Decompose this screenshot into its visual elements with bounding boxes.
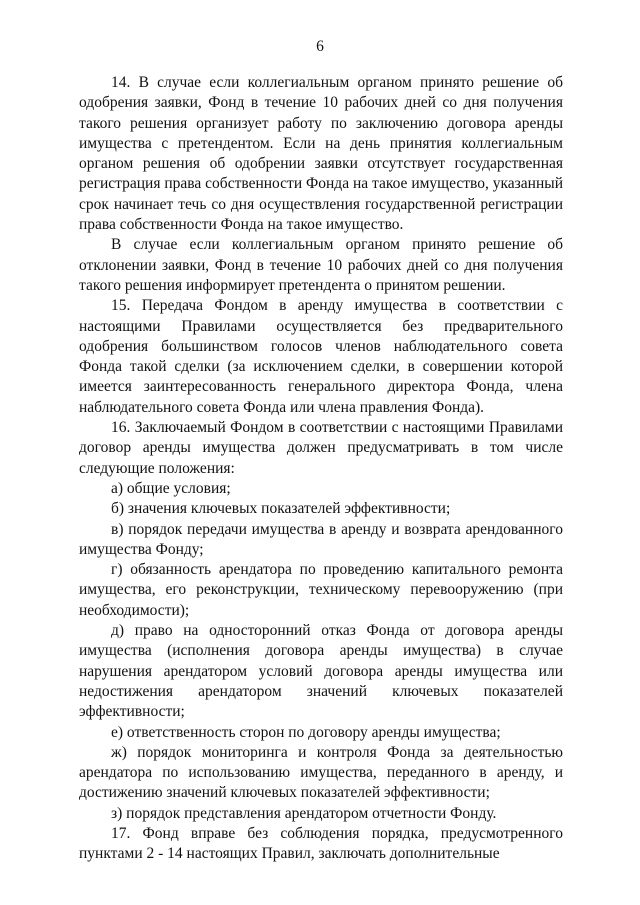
paragraph-14-rejection: В случае если коллегиальным органом принято решение об отклонении заявки, Фонд в течение 10 рабочих дней со дня получения такого решения информирует претендента о принятом решении.	[79, 236, 563, 294]
list-item-e: е) ответственность сторон по договору аренды имущества;	[111, 723, 501, 741]
list-item-d: д) право на односторонний отказ Фонда от договора аренды имущества (исполнения договора аренды имущества) в случае нарушения арендатором условий договора аренды имущества или недостижения арендатором значений ключевых показателей эффективности;	[79, 622, 563, 721]
paragraph-17: 17. Фонд вправе без соблюдения порядка, предусмотренного пунктами 2 - 14 настоящих Правил, заключать дополнительные	[79, 824, 563, 863]
list-item-g: г) обязанность арендатора по проведению капитального ремонта имущества, его реконструкции, техническому перевооружению (при необходимости);	[79, 561, 563, 619]
paragraph-16: 16. Заключаемый Фондом в соответствии с настоящими Правилами договор аренды имущества должен предусматривать в том числе следующие положения:	[79, 419, 563, 477]
list-item-b: б) значения ключевых показателей эффективности;	[111, 500, 451, 518]
list-item-zh: ж) порядок мониторинга и контроля Фонда за деятельностью арендатора по использованию имущества, переданного в аренду, и достижению значений ключевых показателей эффективности;	[79, 743, 563, 802]
document-body	[79, 73, 563, 865]
page-number: 6	[316, 38, 324, 55]
list-item-v: в) порядок передачи имущества в аренду и возврата арендованного имущества Фонду;	[79, 520, 563, 558]
list-item-a: а) общие условия;	[111, 479, 231, 497]
list-item-z: з) порядок представления арендатором отчетности Фонду.	[111, 804, 497, 822]
paragraph-14: 14. В случае если коллегиальным органом принято решение об одобрения заявки, Фонд в течение 10 рабочих дней со дня получения такого решения организует работу по заключению договора аренды имущества с претендентом. Если на день принятия коллегиальным органом решения об одобрении заявки отсутствует государственная регистрация права собственности Фонда на такое имущество, указанный срок начинает течь со дня осуществления государственной регистрации права собственности Фонда на такое имущество.	[79, 74, 563, 234]
paragraph-15: 15. Передача Фондом в аренду имущества в соответствии с настоящими Правилами осуществляется без предварительного одобрения большинством голосов членов наблюдательного совета Фонда такой сделки (за исключением сделки, в совершении которой имеется заинтересованность генерального директора Фонда, члена наблюдательного совета Фонда или члена правления Фонда).	[79, 297, 563, 416]
